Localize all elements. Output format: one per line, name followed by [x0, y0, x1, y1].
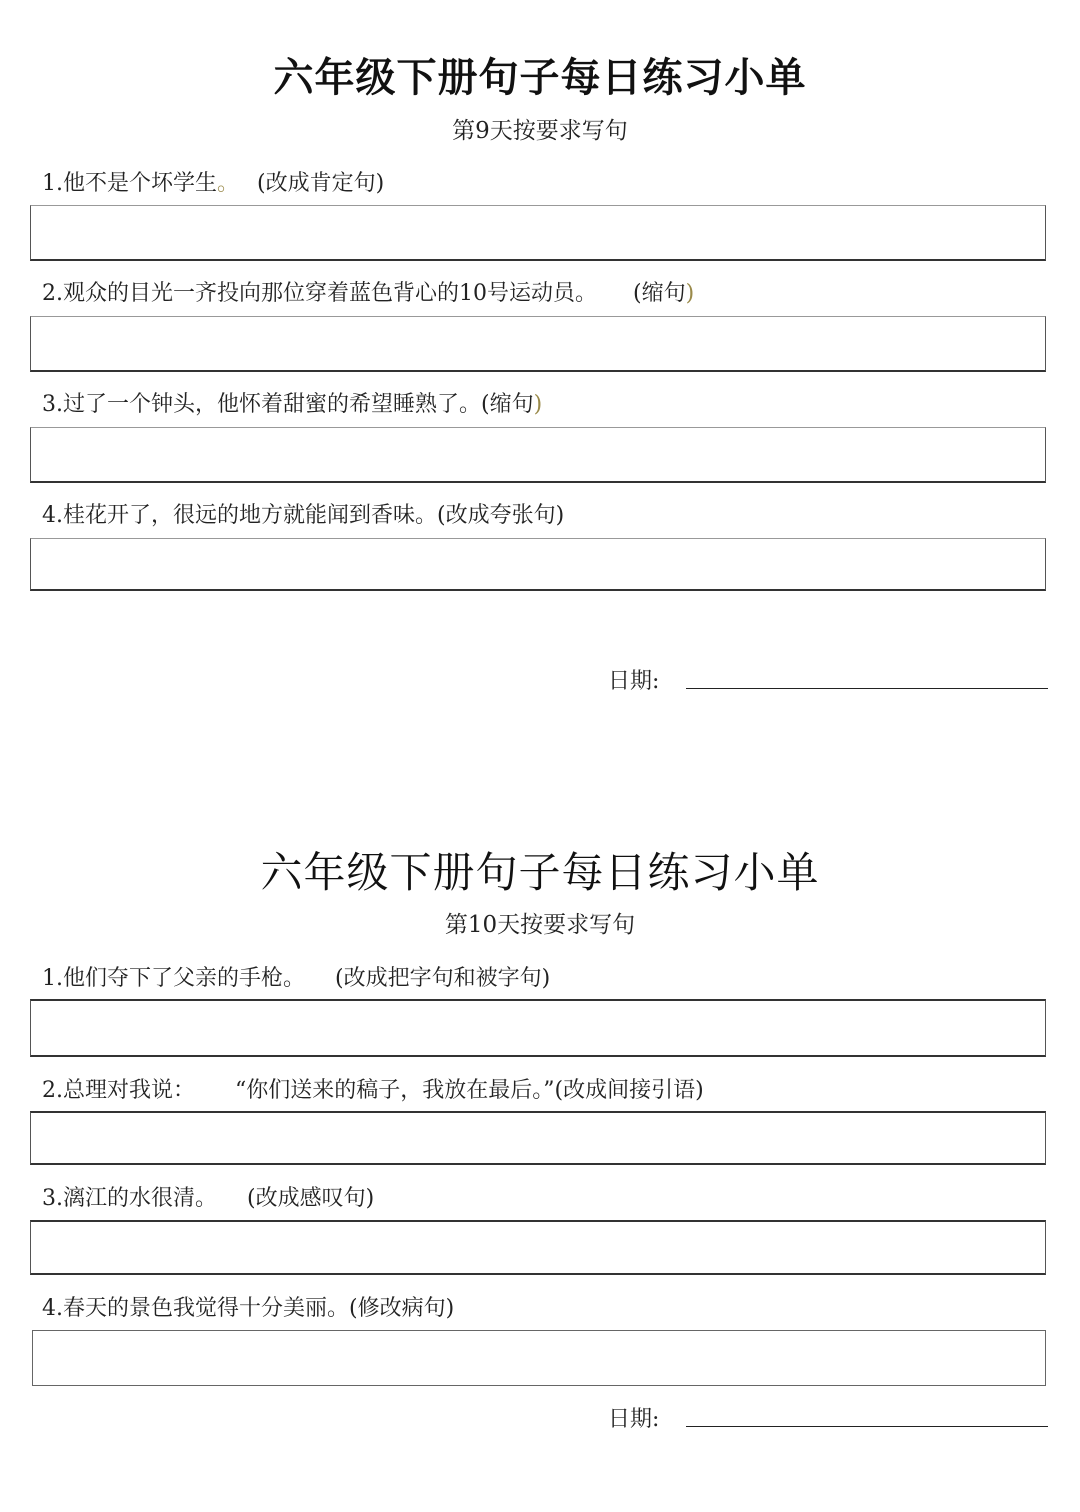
question-text: 3.过了一个钟头，他怀着甜蜜的希望睡熟了。(缩句: [42, 392, 534, 417]
sheet2-answer-box-2[interactable]: [30, 1111, 1046, 1165]
sheet1-title: 六年级下册句子每日练习小单: [273, 55, 807, 101]
sheet2-title: 六年级下册句子每日练习小单: [260, 848, 820, 897]
question-text: 1.他们夺下了父亲的手枪。: [42, 966, 305, 991]
question-punct: 。: [217, 171, 240, 196]
question-text: 2.总理对我说：: [42, 1078, 195, 1103]
sheet1-answer-box-1[interactable]: [30, 205, 1046, 261]
question-text: 1.他不是个坏学生: [42, 171, 217, 196]
question-text: 4.春天的景色我觉得十分美丽。(修改病句): [42, 1296, 455, 1321]
sheet1-answer-box-3[interactable]: [30, 427, 1046, 483]
question-text: 4.桂花开了，很远的地方就能闻到香味。(改成夸张句): [42, 503, 565, 528]
question-close: ): [685, 281, 695, 306]
sheet2-question-2: [42, 1073, 704, 1104]
question-hint: (改成把字句和被字句): [335, 966, 551, 991]
sheet2-answer-box-3[interactable]: [30, 1220, 1046, 1275]
sheet2-question-4: [42, 1291, 454, 1322]
question-close: ): [533, 392, 543, 417]
sheet2-answer-box-4[interactable]: [32, 1330, 1046, 1386]
question-hint: (缩句: [633, 281, 686, 306]
question-text: 3.漓江的水很清。: [42, 1186, 217, 1211]
sheet1-date-line[interactable]: [686, 688, 1048, 689]
sheet1-answer-box-2[interactable]: [30, 316, 1046, 372]
question-text: 2.观众的目光一齐投向那位穿着蓝色背心的10号运动员。: [42, 281, 597, 306]
sheet2-answer-box-1[interactable]: [30, 999, 1046, 1057]
sheet1-question-4: [42, 498, 564, 529]
sheet2-question-1: [42, 961, 550, 992]
sheet1-question-3: [42, 387, 542, 418]
sheet1-answer-box-4[interactable]: [30, 538, 1046, 591]
question-hint: (改成感叹句): [247, 1186, 375, 1211]
sheet1-question-1: [42, 166, 384, 197]
sheet1-subtitle: 第9天按要求写句: [452, 118, 628, 144]
sheet2-question-3: [42, 1181, 374, 1212]
question-hint: (改成肯定句): [257, 171, 385, 196]
question-quote: “你们送来的稿子，我放在最后。”(改成间接引语): [235, 1078, 704, 1103]
sheet2-date-label: 日期:: [608, 1407, 660, 1432]
sheet2-date-line[interactable]: [686, 1426, 1048, 1427]
sheet1-date-label: 日期:: [608, 669, 660, 694]
sheet2-subtitle: 第10天按要求写句: [444, 912, 636, 938]
sheet1-question-2: [42, 276, 694, 307]
